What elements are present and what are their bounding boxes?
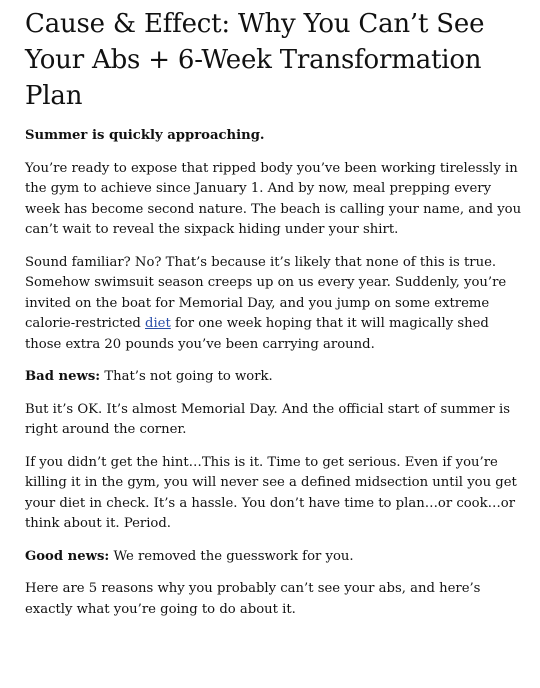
- intro-bold-text: Summer is quickly approaching.: [25, 128, 265, 143]
- paragraph-2-text-before: Sound familiar? No? That’s because it’s likely that none of this is true. Somehow swimsuit season creeps up on us every year. Suddenly, you’re invited on the boat for Memorial Day, and you jump on some extreme calorie-restricted: [25, 254, 507, 331]
- paragraph-2: [25, 253, 522, 356]
- paragraph-5: If you didn’t get the hint…This is it. Time to get serious. Even if you’re killing it in the gym, you will never see a defined midsection until you get your diet in check. It’s a hassle. You don’t have time to plan…or cook…or think about it. Period.: [25, 454, 517, 531]
- good-news-paragraph: [25, 547, 522, 568]
- good-news-label: Good news:: [25, 548, 110, 564]
- diet-link[interactable]: diet: [145, 316, 171, 331]
- paragraph-1: You’re ready to expose that ripped body you’ve been working tirelessly in the gym to achieve since January 1. And by now, meal prepping every week has become second nature. The beach is calling your name, and you can’t wait to reveal the sixpack hiding under your shirt.: [25, 160, 522, 237]
- paragraph-7: Here are 5 reasons why you probably can’t see your abs, and here’s exactly what you’re going to do about it.: [25, 581, 481, 617]
- intro-paragraph: [25, 126, 522, 147]
- paragraph-4: But it’s OK. It’s almost Memorial Day. And the official start of summer is right around the corner.: [25, 401, 511, 437]
- bad-news-label: Bad news:: [25, 369, 101, 384]
- article-title: Cause & Effect: Why You Can’t See Your Abs + 6-Week Transformation Plan: [25, 9, 485, 111]
- good-news-text: We removed the guesswork for you.: [109, 548, 354, 564]
- paragraph-2-text-after: for one week hoping that it will magically shed those extra 20 pounds you’ve been carrying around.: [25, 316, 489, 352]
- bad-news-text: That’s not going to work.: [100, 369, 273, 384]
- bad-news-paragraph: [25, 367, 522, 388]
